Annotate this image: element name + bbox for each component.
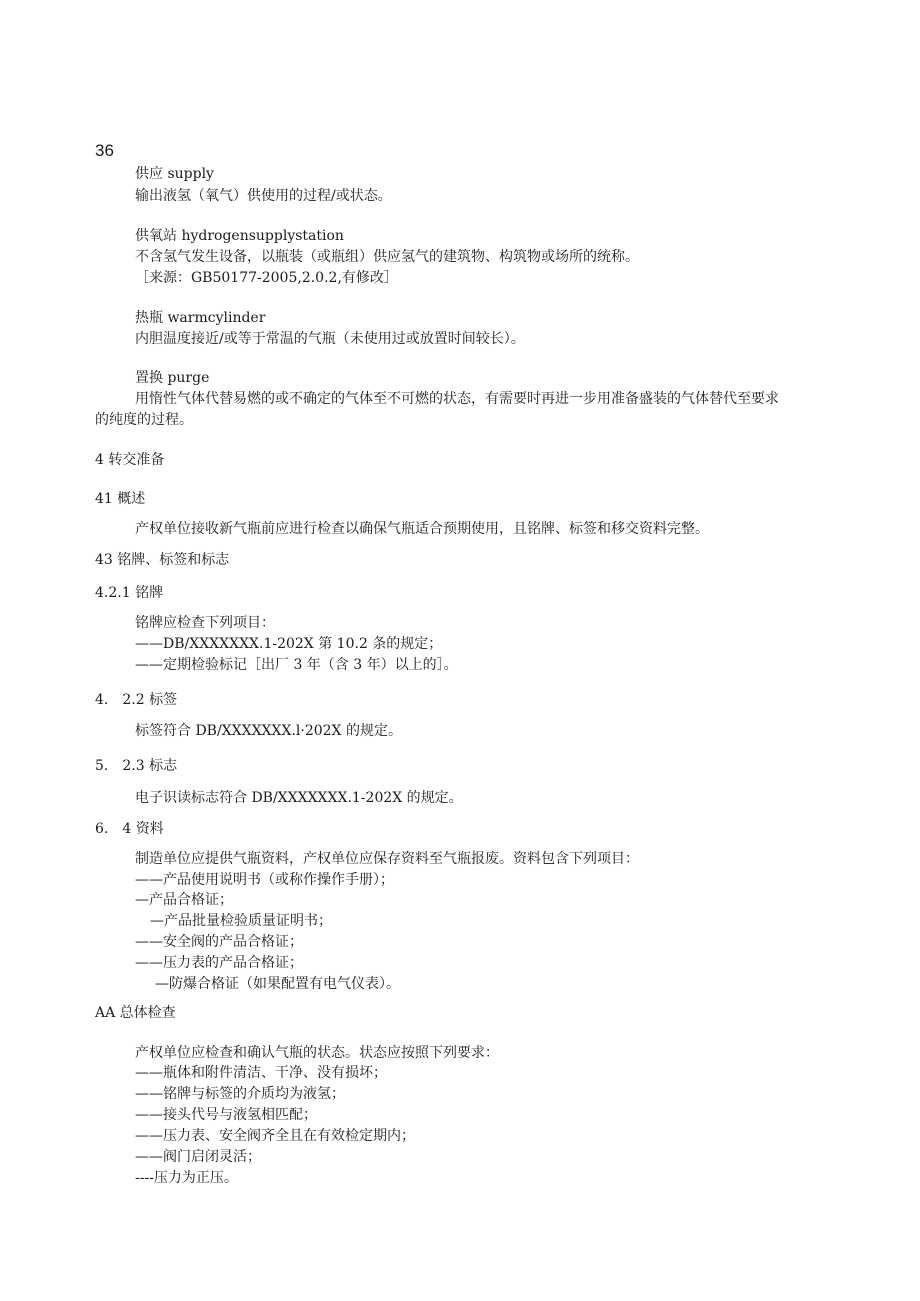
term-title: 热瓶 warmcylinder: [135, 310, 266, 326]
list-item: —产品合格证；: [135, 892, 233, 908]
section-intro: 产权单位应检查和确认气瓶的状态。状态应按照下列要求：: [135, 1045, 499, 1061]
list-item: ——安全阀的产品合格证；: [135, 934, 303, 950]
section-heading-4-3: 43 铭牌、标签和标志: [95, 552, 230, 568]
term-definition-continued: 的纯度的过程。: [95, 412, 193, 428]
term-definition: 输出液氢（氧气）供使用的过程/或状态。: [135, 188, 392, 204]
section-heading-4: 4 转交准备: [95, 452, 165, 468]
list-item: ——压力表的产品合格证；: [135, 955, 303, 971]
list-item: ——产品使用说明书（或称作操作手册）；: [135, 872, 394, 888]
section-paragraph: 标签符合 DB/XXXXXXX.l·202X 的规定。: [135, 723, 402, 739]
term-title: 置换 purge: [135, 370, 210, 386]
section-paragraph: 电子识读标志符合 DB/XXXXXXX.1-202X 的规定。: [135, 790, 463, 806]
term-title: 供氧站 hydrogensupplystation: [135, 228, 344, 244]
list-item: ——DB/XXXXXXX.1-202X 第 10.2 条的规定；: [135, 636, 443, 652]
list-item: —防爆合格证（如果配置有电气仪表）。: [155, 976, 400, 992]
section-heading-4-2-1: 4.2.1 铭牌: [95, 585, 164, 601]
term-definition: 用惰性气体代替易燃的或不确定的气体至不可燃的状态，有需要时再进一步用准备盛装的气体替代至要求: [135, 391, 779, 407]
section-intro: 制造单位应提供气瓶资料，产权单位应保存资料至气瓶报废。资料包含下列项目：: [135, 851, 639, 867]
term-definition: 内胆温度接近/或等于常温的气瓶（未使用过或放置时间较长）。: [135, 331, 525, 347]
list-item: ----压力为正压。: [135, 1170, 238, 1186]
list-item: —产品批量检验质量证明书；: [150, 913, 332, 929]
list-item: ——压力表、安全阀齐全且在有效检定期内；: [135, 1128, 415, 1144]
list-item: ——阀门启闭灵活；: [135, 1149, 261, 1165]
list-item: ——铭牌与标签的介质均为液氢；: [135, 1086, 345, 1102]
term-source-note: ［来源：GB50177-2005,2.0.2,有修改］: [135, 270, 398, 286]
section-heading-4-4: AA 总体检查: [95, 1005, 176, 1021]
list-item: ——瓶体和附件清洁、干净、没有损坏；: [135, 1065, 387, 1081]
section-paragraph: 产权单位接收新气瓶前应进行检查以确保气瓶适合预期使用，且铭牌、标签和移交资料完整。: [135, 521, 709, 537]
list-item: ——接头代号与液氢相匹配；: [135, 1107, 317, 1123]
section-heading-4-1: 41 概述: [95, 491, 146, 507]
section-intro: 铭牌应检查下列项目：: [135, 615, 275, 631]
term-title: 供应 supply: [135, 166, 214, 182]
term-definition: 不含氢气发生设备，以瓶装（或瓶组）供应氢气的建筑物、构筑物或场所的统称。: [135, 249, 639, 265]
section-heading-4-2-4: 6. 4 资料: [95, 821, 164, 837]
list-item: ——定期检验标记［出厂 3 年（含 3 年）以上的］。: [135, 657, 458, 673]
page-number: 36: [95, 141, 114, 160]
section-heading-4-2-3: 5. 2.3 标志: [95, 758, 178, 774]
section-heading-4-2-2: 4. 2.2 标签: [95, 692, 178, 708]
